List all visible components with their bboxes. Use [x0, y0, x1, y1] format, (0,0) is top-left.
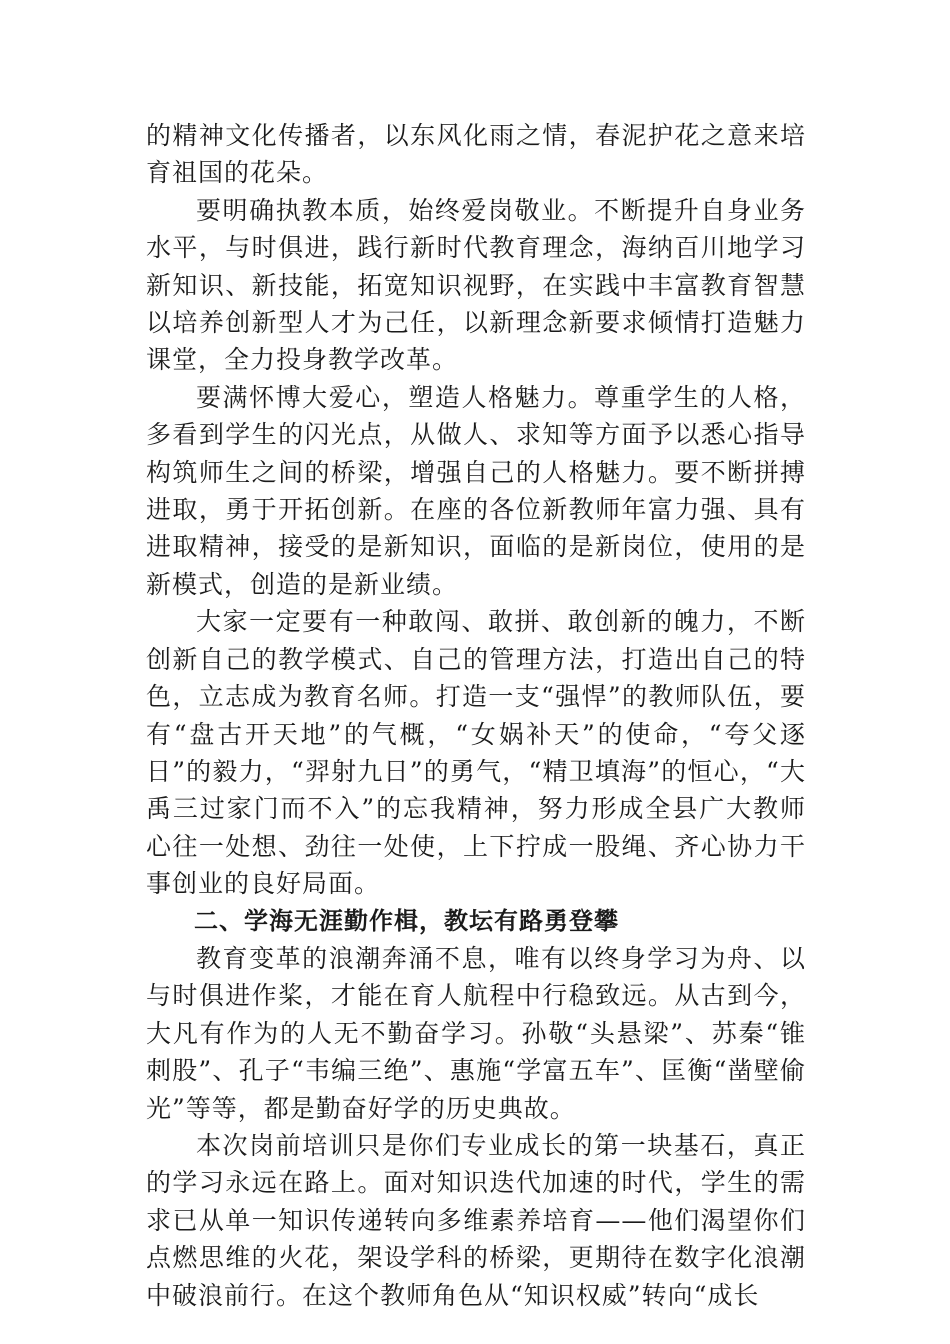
- paragraph-lifelong-learning: 教育变革的浪潮奔涌不息，唯有以终身学习为舟、以与时俱进作桨，才能在育人航程中行稳致远。从古到今，大凡有作为的人无不勤奋学习。孙敬“头悬梁”、苏秦“锥刺股”、孔子“韦编三绝”、惠施“学富五车”、匡衡“凿壁偷光”等等，都是勤奋好学的历史典故。: [146, 943, 806, 1123]
- paragraph-love-students: 要满怀博大爱心，塑造人格魅力。尊重学生的人格，多看到学生的闪光点，从做人、求知等方面予以悉心指导构筑师生之间的桥梁，增强自己的人格魅力。要不断拼搏进取，勇于开拓创新。在座的各位新教师年富力强、具有进取精神，接受的是新知识，面临的是新岗位，使用的是新模式，创造的是新业绩。: [146, 382, 806, 599]
- section-heading: 二、学海无涯勤作楫，教坛有路勇登攀: [194, 906, 619, 935]
- body-text: [146, 117, 806, 1314]
- paragraph-training: 本次岗前培训只是你们专业成长的第一块基石，真正的学习永远在路上。面对知识迭代加速的时代，学生的需求已从单一知识传递转向多维素养培育——他们渴望你们点燃思维的火花，架设学科的桥梁，更期待在数字化浪潮中破浪前行。在这个教师角色从“知识权威”转向“成长: [146, 1130, 806, 1310]
- paragraph-love-job: 要明确执教本质，始终爱岗敬业。不断提升自身业务水平，与时俱进，践行新时代教育理念，海纳百川地学习新知识、新技能，拓宽知识视野，在实践中丰富教育智慧以培养创新型人才为己任，以新理念新要求倾情打造魅力课堂，全力投身教学改革。: [146, 195, 806, 375]
- paragraph-courage: 大家一定要有一种敢闯、敢拼、敢创新的魄力，不断创新自己的教学模式、自己的管理方法，打造出自己的特色，立志成为教育名师。打造一支“强悍”的教师队伍，要有“盘古开天地”的气概，“女娲补天”的使命，“夸父逐日”的毅力，“羿射九日”的勇气，“精卫填海”的恒心，“大禹三过家门而不入”的忘我精神，努力形成全县广大教师心往一处想、劲往一处使，上下拧成一股绳、齐心协力干事创业的良好局面。: [146, 607, 806, 899]
- paragraph-continued: 的精神文化传播者，以东风化雨之情，春泥护花之意来培育祖国的花朵。: [146, 121, 806, 188]
